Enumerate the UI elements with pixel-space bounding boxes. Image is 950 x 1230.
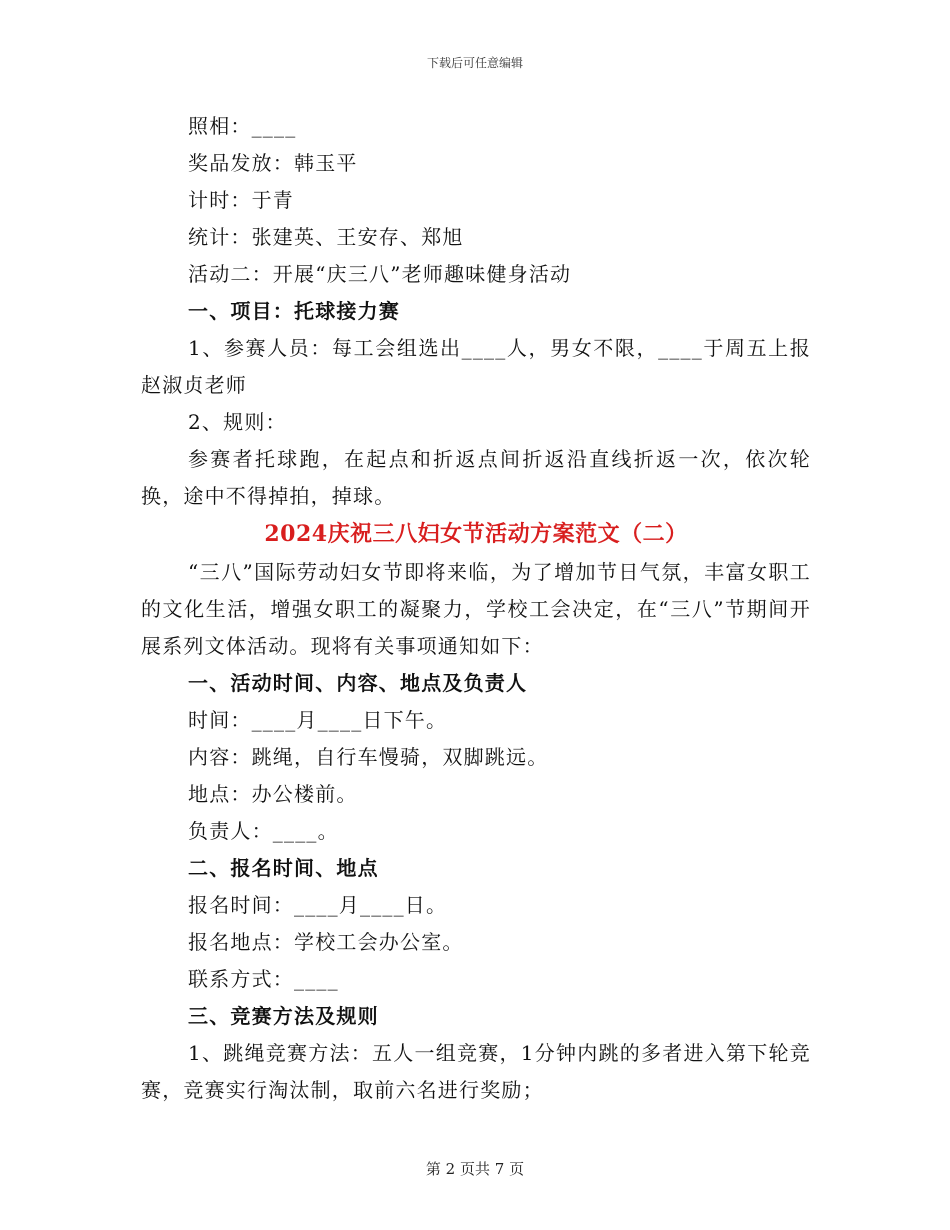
paragraph-registration-place: 报名地点：学校工会办公室。 [188, 930, 464, 954]
paragraph-statistics: 统计：张建英、王安存、郑旭 [188, 225, 464, 249]
heading-competition-rules: 三、竞赛方法及规则 [188, 1004, 379, 1028]
page-header: 下载后可任意编辑 [426, 56, 523, 70]
paragraph-rules-label: 2、规则： [188, 410, 287, 434]
paragraph-timing: 计时：于青 [188, 188, 294, 212]
paragraph-location: 地点：办公楼前。 [188, 782, 358, 806]
paragraph-rules: 参赛者托球跑，在起点和折返点间折返沿直线折返一次，依次轮换，途中不得掉拍，掉球。 [141, 447, 811, 508]
paragraph-rope-skipping: 1、跳绳竞赛方法：五人一组竞赛，1分钟内跳的多者进入第下轮竞赛，竞赛实行淘汰制，取前六名进行奖励； [141, 1041, 811, 1102]
paragraph-person-in-charge: 负责人：____。 [188, 819, 339, 843]
paragraph-participants: 1、参赛人员：每工会组选出____人，男女不限，____于周五上报赵淑贞老师 [141, 336, 811, 397]
heading-project: 一、项目：托球接力赛 [188, 299, 400, 323]
heading-activity-details: 一、活动时间、内容、地点及负责人 [188, 671, 528, 695]
paragraph-activity-two: 活动二：开展“庆三八”老师趣味健身活动 [188, 262, 572, 286]
paragraph-photographer: 照相：____ [188, 114, 297, 138]
document-body [141, 108, 811, 1109]
section-title: 2024庆祝三八妇女节活动方案范文（二） [264, 521, 688, 547]
page-footer: 第 2 页共 7 页 [425, 1160, 525, 1178]
paragraph-content: 内容：跳绳，自行车慢骑，双脚跳远。 [188, 745, 549, 769]
heading-registration: 二、报名时间、地点 [188, 856, 379, 880]
paragraph-registration-time: 报名时间：____月____日。 [188, 893, 448, 917]
paragraph-time: 时间：____月____日下午。 [188, 708, 448, 732]
paragraph-intro: “三八”国际劳动妇女节即将来临，为了增加节日气氛，丰富女职工的文化生活，增强女职工的凝聚力，学校工会决定，在“三八”节期间开展系列文体活动。现将有关事项通知如下： [141, 560, 811, 658]
paragraph-prizes: 奖品发放：韩玉平 [188, 151, 358, 175]
paragraph-contact: 联系方式：____ [188, 967, 339, 991]
